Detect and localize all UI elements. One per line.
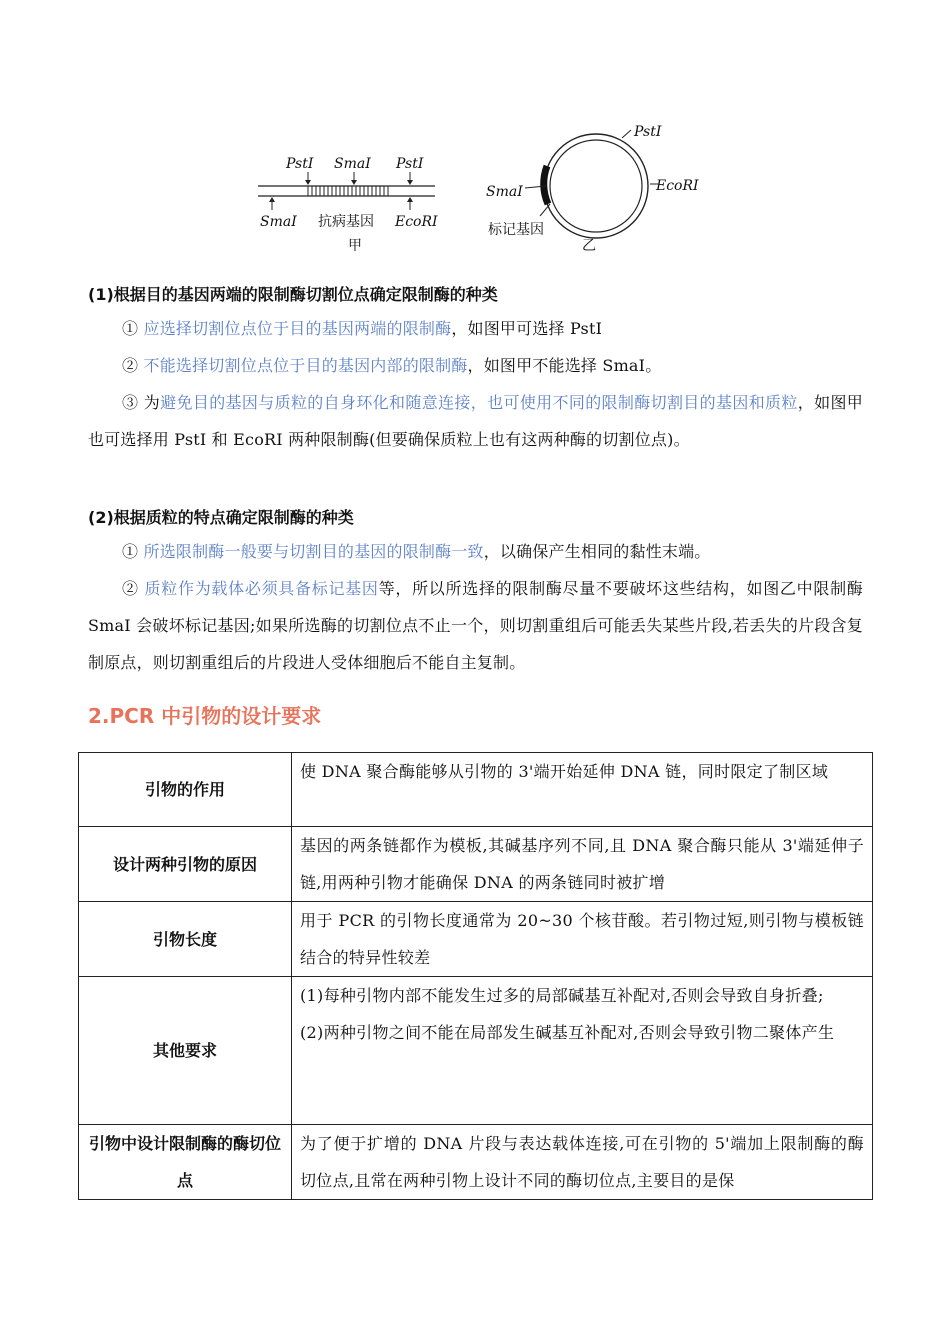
plasmid-diagram (486, 124, 699, 254)
s1-item-1-highlight: 应选择切割位点位于目的基因两端的限制酶 (143, 319, 452, 338)
s2-item-1-text: ，以确保产生相同的黏性末端。 (483, 542, 711, 561)
s1-item-1 (88, 310, 863, 347)
s2-item-2-highlight: 质粒作为载体必须具备标记基因 (144, 579, 379, 598)
section-1-heading: (1)根据目的基因两端的限制酶切割位点确定限制酶的种类 (88, 285, 498, 304)
pst-label-1: PstⅠ (286, 156, 314, 172)
s1-item-3-text: ，如图甲也可选择用 PstI 和 EcoRI 两种限制酶(但要确保质粒上也有这两种酶的切割位点)。 (88, 393, 863, 449)
figure-caption-right: 乙 (582, 238, 596, 254)
row-head: 引物长度 (79, 902, 292, 977)
table-row (79, 1125, 873, 1200)
sma-label-top: SmaⅠ (334, 156, 371, 172)
marker-gene-label: 标记基因 (488, 222, 544, 238)
s1-item-1-number: ① (122, 319, 139, 338)
s1-item-2-number: ② (122, 356, 139, 375)
table-row (79, 902, 873, 977)
section-2-heading: (2)根据质粒的特点确定限制酶的种类 (88, 508, 354, 527)
row-body: 基因的两条链都作为模板,其碱基序列不同,且 DNA 聚合酶只能从 3'端延伸子链,用两种引物才能确保 DNA 的两条链同时被扩增 (292, 827, 873, 902)
s1-item-3-highlight: 避免目的基因与质粒的自身环化和随意连接，也可使用不同的限制酶切割目的基因和质粒 (160, 393, 798, 412)
row-body: 用于 PCR 的引物长度通常为 20~30 个核苷酸。若引物过短,则引物与模板链结合的特异性较差 (292, 902, 873, 977)
s1-item-3-number: ③ (122, 393, 139, 412)
pcr-section-title: 2.PCR 中引物的设计要求 (88, 704, 322, 728)
sma-label-bottom: SmaⅠ (260, 214, 297, 230)
row-body-multi (292, 977, 873, 1125)
restriction-site-figure (250, 118, 720, 263)
row-body-line-1: (1)每种引物内部不能发生过多的局部碱基互补配对,否则会导致自身折叠; (300, 986, 824, 1005)
figure-svg (250, 118, 720, 263)
table-row (79, 977, 873, 1125)
table-row (79, 827, 873, 902)
row-head: 引物的作用 (79, 753, 292, 827)
figure-caption-left: 甲 (348, 238, 362, 254)
s1-item-2-text: ，如图甲不能选择 SmaI。 (467, 356, 662, 375)
resistance-gene-label: 抗病基因 (318, 214, 374, 230)
s2-item-1-number: ① (122, 542, 139, 561)
s2-item-2-number: ② (122, 579, 139, 598)
linear-dna-diagram (258, 156, 438, 254)
row-body-line-2: (2)两种引物之间不能在局部发生碱基互补配对,否则会导致引物二聚体产生 (300, 1023, 835, 1042)
s2-item-2 (88, 570, 863, 681)
row-body: 使 DNA 聚合酶能够从引物的 3'端开始延伸 DNA 链，同时限定了制区域 (292, 753, 873, 827)
gene-hatch (308, 186, 388, 196)
s2-item-1 (88, 533, 863, 570)
primer-design-table (78, 752, 873, 1200)
sma-label-plasmid: SmaⅠ (486, 184, 523, 200)
pst-label-2: PstⅠ (396, 156, 424, 172)
table-row (79, 753, 873, 827)
pst-label-plasmid: PstⅠ (634, 124, 662, 140)
row-head: 引物中设计限制酶的酶切位点 (79, 1125, 292, 1200)
row-head: 设计两种引物的原因 (79, 827, 292, 902)
s1-item-1-text: ，如图甲可选择 PstI (451, 319, 603, 338)
s1-item-2-highlight: 不能选择切割位点位于目的基因内部的限制酶 (143, 356, 468, 375)
row-body: 为了便于扩增的 DNA 片段与表达载体连接,可在引物的 5'端加上限制酶的酶切位点,且常在两种引物上设计不同的酶切位点,主要目的是保 (292, 1125, 873, 1200)
ecor-label-left: EcoRⅠ (395, 214, 438, 230)
row-head: 其他要求 (79, 977, 292, 1125)
ecor-label-plasmid: EcoRⅠ (656, 178, 699, 194)
s2-item-1-highlight: 所选限制酶一般要与切割目的基因的限制酶一致 (143, 542, 484, 561)
s1-item-3 (88, 384, 863, 458)
s1-item-3-prefix: 为 (143, 393, 161, 412)
section-1-body (88, 310, 863, 458)
section-2-body (88, 533, 863, 681)
s2-item-2-text: 等，所以所选择的限制酶尽量不要破坏这些结构，如图乙中限制酶 SmaI 会破坏标记基因;如果所选酶的切割位点不止一个，则切割重组后可能丢失某些片段,若丢失的片段含复制原点，则切割重组后的片段进人受体细胞后不能自主复制。 (88, 579, 863, 672)
s1-item-2 (88, 347, 863, 384)
